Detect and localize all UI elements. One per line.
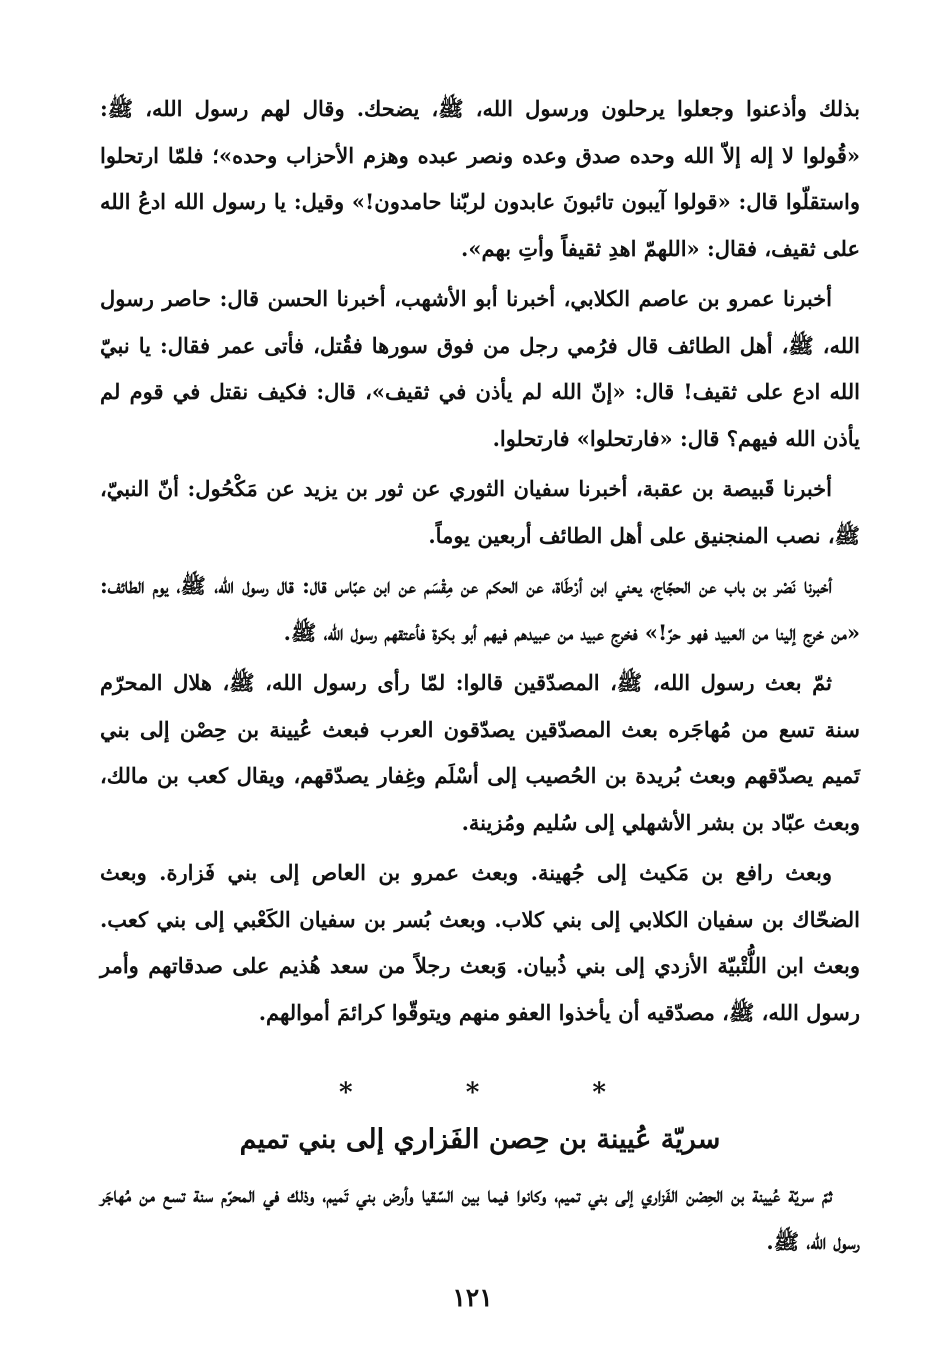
paragraph-5: ثمّ بعث رسول الله، ﷺ، المصدّقين قالوا: لمّا رأى رسول الله، ﷺ، هلال المحرّم سنة تسع من مُهاجَره بعث المصدّقين يصدّقون العرب فبعث عُيينة بن حِصْن إلى بني تَميم يصدّقهم وبعث بُريدة بن الحُصيب إلى أسْلَم وغِفار يصدّقهم، ويقال كعب بن مالك، وبعث عبّاد بن بشر الأشهلي إلى سُليم ومُزينة. [100, 670, 860, 835]
section-heading: سريّة عُيينة بن حِصن الفَزاري إلى بني تميم [239, 1124, 721, 1155]
section-text [100, 1172, 860, 1269]
page-number: ١٢١ [452, 1283, 493, 1312]
paragraph-1: بذلك وأذعنوا وجعلوا يرحلون ورسول الله، ﷺ، يضحك. وقال لهم رسول الله، ﷺ: «قُولوا لا إله إلاّ الله وحده صدق وعده ونصر عبده وهزم الأحزاب وحده»؛ فلمّا ارتحلوا واستقلّوا قال: «قولوا آيبون تائبونَ عابدون لربّنا حامدون!» وقيل: يا رسول الله ادعُ الله على ثقيف، فقال: «اللهمّ اهدِ ثقيفاً وأتِ بهم». [100, 96, 860, 261]
paragraph-6: وبعث رافع بن مَكيث إلى جُهينة. وبعث عمرو بن العاص إلى بني فَزارة. وبعث الضحّاك بن سفيان الكلابي إلى بني كلاب. وبعث بُسر بن سفيان الكَعْبي إلى بني كعب. وبعث ابن اللُّتْبيّة الأزدي إلى بني ذُبيان. وَبعث رجلاً من سعد هُذيم على صدقاتهم وأمر رسول الله، ﷺ، مصدّقيه أن يأخذوا العفو منهم ويتوقّوا كرائمَ أموالهم. [100, 860, 860, 1025]
main-text [100, 86, 860, 1040]
paragraph-4: أخبرنا نَصْر بن باب عن الحجّاج، يعني ابن أرْطَاة، عن الحكم عن مِقْسَم عن ابن عبّاس قال: قال رسول الله، ﷺ، يوم الطائف: «من خرج إلينا من العبيد فهو حرّ!» فخرج عبيد من عبيدهم فيهم أبو بكرة فأعتقهم رسول الله، ﷺ. [100, 573, 860, 645]
section-paragraph: ثمّ سريّة عُيينة بن الحِصْن الفَزاري إلى بني تميم، وكانوا فيما بين السّقيا وأرض بني تَميم، وذلك في المحرّم سنة تسع من مُهاجَر رسول الله، ﷺ. [100, 1182, 860, 1254]
paragraph-2: أخبرنا عمرو بن عاصم الكلابي، أخبرنا أبو الأشهب، أخبرنا الحسن قال: حاصر رسول الله، ﷺ، أهل الطائف قال فرُمي رجل من فوق سورها فقُتل، فأتى عمر فقال: يا نبيّ الله ادع على ثقيف! قال: «إنّ الله لم يأذن في ثقيف»، قال: فكيف نقتل في قوم لم يأذن الله فيهم؟ قال: «فارتحلوا» فارتحلوا. [100, 286, 860, 451]
section-separator: * * * [339, 1078, 658, 1108]
paragraph-3: أخبرنا قَبيصة بن عقبة، أخبرنا سفيان الثوري عن ثور بن يزيد عن مَكْحُول: أنّ النبيّ، ﷺ، نصب المنجنيق على أهل الطائف أربعين يوماً. [100, 476, 860, 548]
